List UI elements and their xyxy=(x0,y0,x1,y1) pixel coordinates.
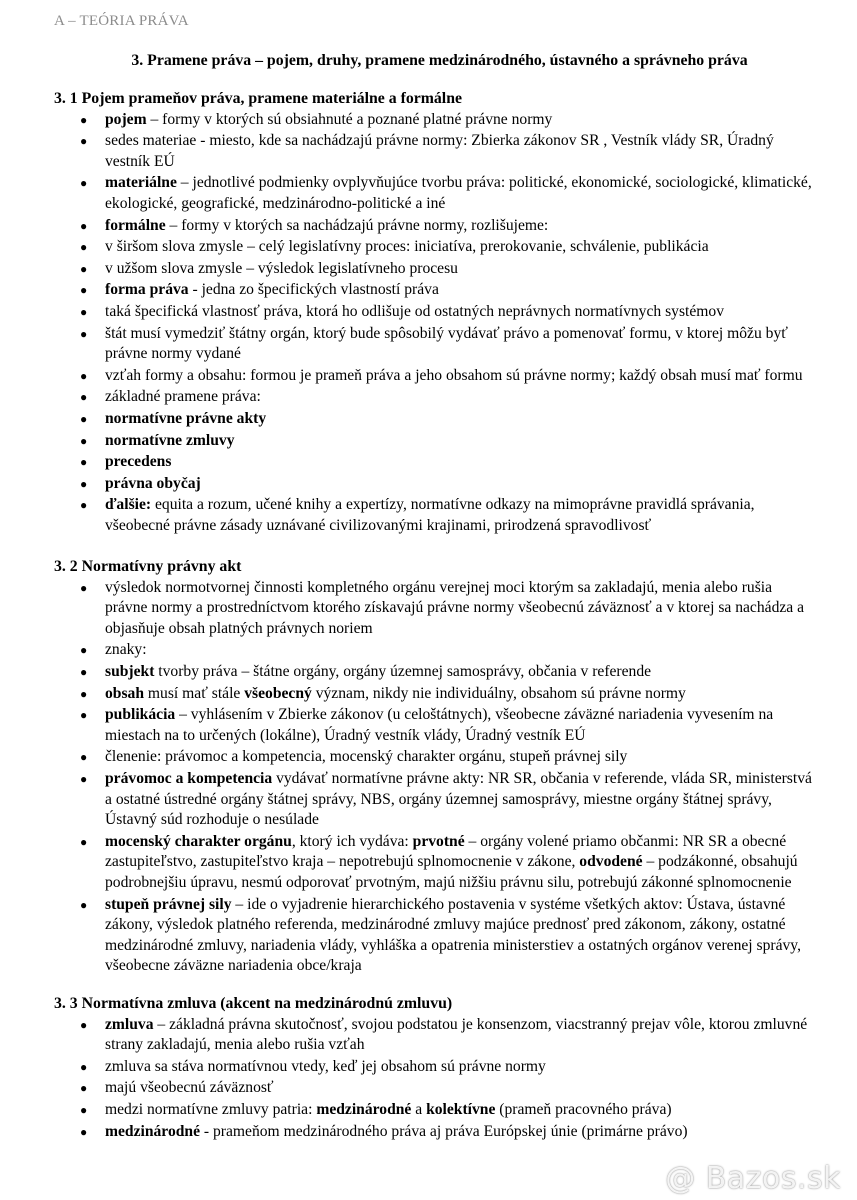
watermark-logo: @ Bazos.sk xyxy=(665,1161,841,1197)
text: , ktorý ich vydáva: xyxy=(291,832,413,850)
list-item xyxy=(54,747,814,768)
bullet-icon: ● xyxy=(80,1081,88,1096)
section-title: 3. 1 Pojem prameňov práva, pramene materiálne a formálne xyxy=(54,90,462,107)
bullet-icon: ● xyxy=(80,750,88,765)
text: v užšom slova zmysle – výsledok legislatívneho procesu xyxy=(105,259,458,277)
text: majú všeobecnú záväznosť xyxy=(105,1079,274,1097)
list-item xyxy=(54,705,814,746)
bullet-icon: ● xyxy=(80,218,88,233)
bold-text: publikácia xyxy=(105,706,176,724)
bold-text: obsah xyxy=(105,684,145,702)
section-3-3 xyxy=(54,994,814,1143)
bold-text: precedens xyxy=(105,453,172,471)
bullet-list xyxy=(54,110,814,537)
bullet-icon: ● xyxy=(80,433,88,448)
list-item xyxy=(54,1057,814,1078)
text: tvorby práva – štátne orgány, orgány územnej samosprávy, občania v referende xyxy=(154,662,652,680)
list-item xyxy=(54,387,814,408)
bold-text: forma práva xyxy=(105,281,189,299)
bullet-icon: ● xyxy=(80,664,88,679)
bold-text: právna obyčaj xyxy=(105,474,201,492)
list-item xyxy=(54,895,814,977)
text: medzi normatívne zmluvy patria: xyxy=(105,1100,317,1118)
list-item xyxy=(54,832,814,894)
bullet-icon: ● xyxy=(80,643,88,658)
bullet-icon: ● xyxy=(80,1017,88,1032)
text: taká špecifická vlastnosť práva, ktorá ho odlišuje od ostatných neprávnych normatívnych systémov xyxy=(105,302,724,320)
text: – základná právna skutočnosť, svojou podstatou je konsenzom, viacstranný prejav vôle, ktorou zmluvné strany zakladajú, menia alebo rušia vzťah xyxy=(105,1015,808,1054)
list-item xyxy=(54,324,814,365)
bullet-icon: ● xyxy=(80,368,88,383)
bold-text: zmluva xyxy=(105,1015,154,1033)
bullet-list xyxy=(54,578,814,977)
list-item xyxy=(54,495,814,536)
text: zmluva sa stáva normatívnou vtedy, keď jej obsahom sú právne normy xyxy=(105,1057,546,1075)
bullet-icon: ● xyxy=(80,411,88,426)
bullet-icon: ● xyxy=(80,1102,88,1117)
bold-text: všeobecný xyxy=(244,684,312,702)
list-item xyxy=(54,769,814,831)
text: musí mať stále xyxy=(144,684,245,702)
bullet-icon: ● xyxy=(80,176,88,191)
list-item xyxy=(54,1078,814,1099)
list-item xyxy=(54,578,814,640)
text: – vyhlásením v Zbierke zákonov (u celoštátnych), všeobecne záväzné nariadenia vyvesením na miestach na to určených (lokálne), Úradný vestník vlády, Úradný vestník EÚ xyxy=(105,706,774,744)
list-item xyxy=(54,237,814,258)
bullet-icon: ● xyxy=(80,771,88,786)
text: - jedna zo špecifických vlastností práva xyxy=(188,281,439,299)
list-item xyxy=(54,684,814,705)
section-title: 3. 2 Normatívny právny akt xyxy=(54,558,242,575)
bold-text: prvotné xyxy=(412,832,465,850)
text: sedes materiae - miesto, kde sa nachádzajú právne normy: Zbierka zákonov SR , Vestník vlády SR, Úradný vestník EÚ xyxy=(105,132,774,170)
bullet-icon: ● xyxy=(80,686,88,701)
section-3-1 xyxy=(54,89,814,537)
text: – orgány volené priamo občanmi: NR SR a obecné zastupiteľstvo, zastupiteľstvo kraja – nepotrebujú splnomocnenie v zákone, xyxy=(105,832,787,871)
bold-text: medzinárodné xyxy=(316,1100,412,1118)
text: a xyxy=(411,1100,427,1118)
bold-text: materiálne xyxy=(105,174,177,192)
bullet-icon: ● xyxy=(80,240,88,255)
bold-text: formálne xyxy=(105,216,166,234)
text: základné pramene práva: xyxy=(105,388,261,406)
list-item xyxy=(54,110,814,131)
text: (prameň pracovného práva) xyxy=(495,1100,672,1118)
bold-text: stupeň právnej sily xyxy=(105,895,232,913)
text: znaky: xyxy=(105,641,147,659)
bullet-icon: ● xyxy=(80,304,88,319)
list-item xyxy=(54,280,814,301)
text: – formy v ktorých sa nachádzajú právne normy, rozlišujeme: xyxy=(165,216,549,234)
text: vzťah formy a obsahu: formou je prameň práva a jeho obsahom sú právne normy; každý obsah musí mať formu xyxy=(105,366,803,384)
bold-text: mocenský charakter orgánu xyxy=(105,832,292,850)
header-tag: A – TEÓRIA PRÁVA xyxy=(54,13,189,29)
list-item xyxy=(54,474,814,495)
list-item xyxy=(54,1122,814,1143)
bold-text: medzinárodné xyxy=(105,1122,201,1140)
text: výsledok normotvornej činnosti kompletného orgánu verejnej moci ktorým sa zakladajú, menia alebo rušia právne normy a prostredníctvom ktorého získavajú právne normy všeobecnú záväznosť a v ktorej sa nachádza a objasňuje obsah platných právnych noriem xyxy=(105,578,805,637)
bullet-icon: ● xyxy=(80,112,88,127)
bullet-icon: ● xyxy=(80,283,88,298)
bullet-icon: ● xyxy=(80,476,88,491)
text: – podzákonné, obsahujú podrobnejšiu úpravu, nesmú odporovať prvotným, majú nižšiu právnu silu, potrebujú zákonné splnomocnenie xyxy=(105,853,798,891)
bullet-icon: ● xyxy=(80,1124,88,1139)
bullet-icon: ● xyxy=(80,897,88,912)
text: v širšom slova zmysle – celý legislatívny proces: iniciatíva, prerokovanie, schválenie, publikácia xyxy=(105,238,709,256)
list-item xyxy=(54,259,814,280)
text: vydávať normatívne právne akty: NR SR, občania v referende, vláda SR, ministerstvá a ostatné ústredné orgány štátnej správy, NBS, orgány územnej samosprávy, miestne orgány štátnej správy, Ústavný súd rozhoduje o nesúlade xyxy=(105,769,812,829)
bold-text: normatívne právne akty xyxy=(105,409,267,427)
list-item xyxy=(54,452,814,473)
bold-text: kolektívne xyxy=(426,1100,496,1118)
bullet-icon: ● xyxy=(80,1059,88,1074)
list-item xyxy=(54,662,814,683)
bullet-icon: ● xyxy=(80,390,88,405)
list-item xyxy=(54,366,814,387)
text: význam, nikdy nie individuálny, obsahom sú právne normy xyxy=(311,684,686,702)
list-item xyxy=(54,173,814,214)
bullet-list xyxy=(54,1015,814,1143)
bullet-icon: ● xyxy=(80,261,88,276)
list-item xyxy=(54,131,814,172)
bold-text: normatívne zmluvy xyxy=(105,431,235,449)
bold-text: pojem xyxy=(105,110,147,128)
bullet-icon: ● xyxy=(80,834,88,849)
bold-text: odvodené xyxy=(579,853,643,871)
bold-text: subjekt xyxy=(105,662,155,680)
list-item xyxy=(54,1015,814,1056)
text: členenie: právomoc a kompetencia, mocenský charakter orgánu, stupeň právnej sily xyxy=(105,748,628,766)
bullet-icon: ● xyxy=(80,134,88,149)
bullet-icon: ● xyxy=(80,326,88,341)
list-item xyxy=(54,216,814,237)
list-item xyxy=(54,640,814,661)
bold-text: ďalšie: xyxy=(105,496,152,514)
bullet-icon: ● xyxy=(80,498,88,513)
list-item xyxy=(54,431,814,452)
list-item xyxy=(54,302,814,323)
list-item xyxy=(54,409,814,430)
bullet-icon: ● xyxy=(80,580,88,595)
page-title: 3. Pramene práva – pojem, druhy, pramene medzinárodného, ústavného a správneho práva xyxy=(131,52,748,69)
list-item xyxy=(54,1100,814,1121)
text: – formy v ktorých sú obsiahnuté a poznané platné právne normy xyxy=(146,110,553,128)
bullet-icon: ● xyxy=(80,455,88,470)
bold-text: právomoc a kompetencia xyxy=(105,769,273,787)
text: – ide o vyjadrenie hierarchického postavenia v systéme všetkých aktov: Ústava, ústavné zákony, výsledok platného referenda, medzinárodné zmluvy majúce prednosť pred zákonom, zákony, ostatné medzinárodné zmluvy, nariadenia vlády, vyhláška a opatrenia ministerstiev a ostatných orgánov verenej správy, všeobecne záväzne nariadenia obce/kraja xyxy=(105,895,801,975)
text: – jednotlivé podmienky ovplyvňujúce tvorbu práva: politické, ekonomické, sociologické, klimatické, ekologické, geografické, medzinárodno-politické a iné xyxy=(105,174,812,212)
bullet-icon: ● xyxy=(80,708,88,723)
text: equita a rozum, učené knihy a expertízy, normatívne odkazy na mimoprávne pravidlá správania, všeobecné právne zásady uznávané civilizovanými krajinami, prirodzená spravodlivosť xyxy=(105,496,755,534)
text: štát musí vymedziť štátny orgán, ktorý bude spôsobilý vydávať právo a pomenovať formu, v ktorej môžu byť právne normy vydané xyxy=(105,324,788,363)
section-title: 3. 3 Normatívna zmluva (akcent na medzinárodnú zmluvu) xyxy=(54,995,453,1012)
section-3-2 xyxy=(54,557,814,978)
text: - prameňom medzinárodného práva aj práva Európskej únie (primárne právo) xyxy=(200,1122,688,1140)
